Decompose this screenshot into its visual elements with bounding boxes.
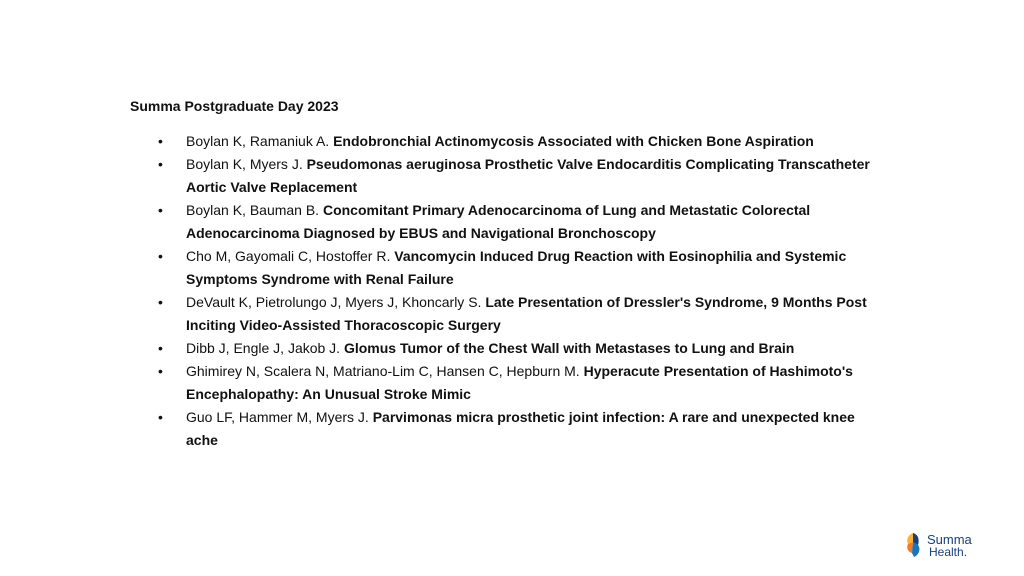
reference-title: Pseudomonas aeruginosa Prosthetic Valve Endocarditis Complicating Transcatheter Aortic Valve Replacement [186, 156, 870, 195]
reference-title: Endobronchial Actinomycosis Associated with Chicken Bone Aspiration [333, 133, 814, 149]
list-item [130, 337, 890, 360]
reference-authors: Boylan K, Ramaniuk A. [186, 133, 334, 149]
bullet-icon: • [158, 363, 163, 379]
page-title: Summa Postgraduate Day 2023 [130, 98, 339, 114]
list-item [130, 130, 890, 153]
reference-list [130, 130, 890, 452]
reference-authors: Guo LF, Hammer M, Myers J. [186, 409, 373, 425]
bullet-icon: • [158, 202, 163, 218]
bullet-icon: • [158, 133, 163, 149]
slide-content [130, 96, 890, 452]
reference-authors: Dibb J, Engle J, Jakob J. [186, 340, 344, 356]
logo-line-2: Health. [929, 545, 968, 559]
bullet-icon: • [158, 294, 163, 310]
summa-logo-mark-icon [902, 531, 924, 561]
reference-authors: DeVault K, Pietrolungo J, Myers J, Khoncarly S. [186, 294, 486, 310]
list-item [130, 245, 890, 291]
list-item [130, 153, 890, 199]
bullet-icon: • [158, 340, 163, 356]
list-item [130, 360, 890, 406]
reference-title: Glomus Tumor of the Chest Wall with Metastases to Lung and Brain [343, 340, 795, 356]
list-item [130, 406, 890, 452]
reference-authors: Cho M, Gayomali C, Hostoffer R. [186, 248, 395, 264]
logo-wordmark [927, 533, 972, 559]
bullet-icon: • [158, 409, 163, 425]
reference-authors: Boylan K, Bauman B. [186, 202, 323, 218]
bullet-icon: • [158, 156, 163, 172]
reference-authors: Boylan K, Myers J. [186, 156, 307, 172]
summa-health-logo [902, 528, 982, 564]
logo-line-1: Summa [927, 532, 972, 547]
list-item [130, 291, 890, 337]
reference-title: Late Presentation of Dressler's Syndrome, 9 Months Post Inciting Video-Assisted Thoracoscopic Surgery [186, 294, 867, 333]
list-item [130, 199, 890, 245]
reference-title: Concomitant Primary Adenocarcinoma of Lung and Metastatic Colorectal Adenocarcinoma Diagnosed by EBUS and Navigational Bronchoscopy [186, 202, 811, 241]
reference-title: Hyperacute Presentation of Hashimoto's Encephalopathy: An Unusual Stroke Mimic [186, 363, 853, 402]
reference-title: Vancomycin Induced Drug Reaction with Eosinophilia and Systemic Symptoms Syndrome with Renal Failure [186, 248, 847, 287]
reference-title: Parvimonas micra prosthetic joint infection: A rare and unexpected knee ache [186, 409, 855, 448]
reference-authors: Ghimirey N, Scalera N, Matriano-Lim C, Hansen C, Hepburn M. [186, 363, 584, 379]
bullet-icon: • [158, 248, 163, 264]
